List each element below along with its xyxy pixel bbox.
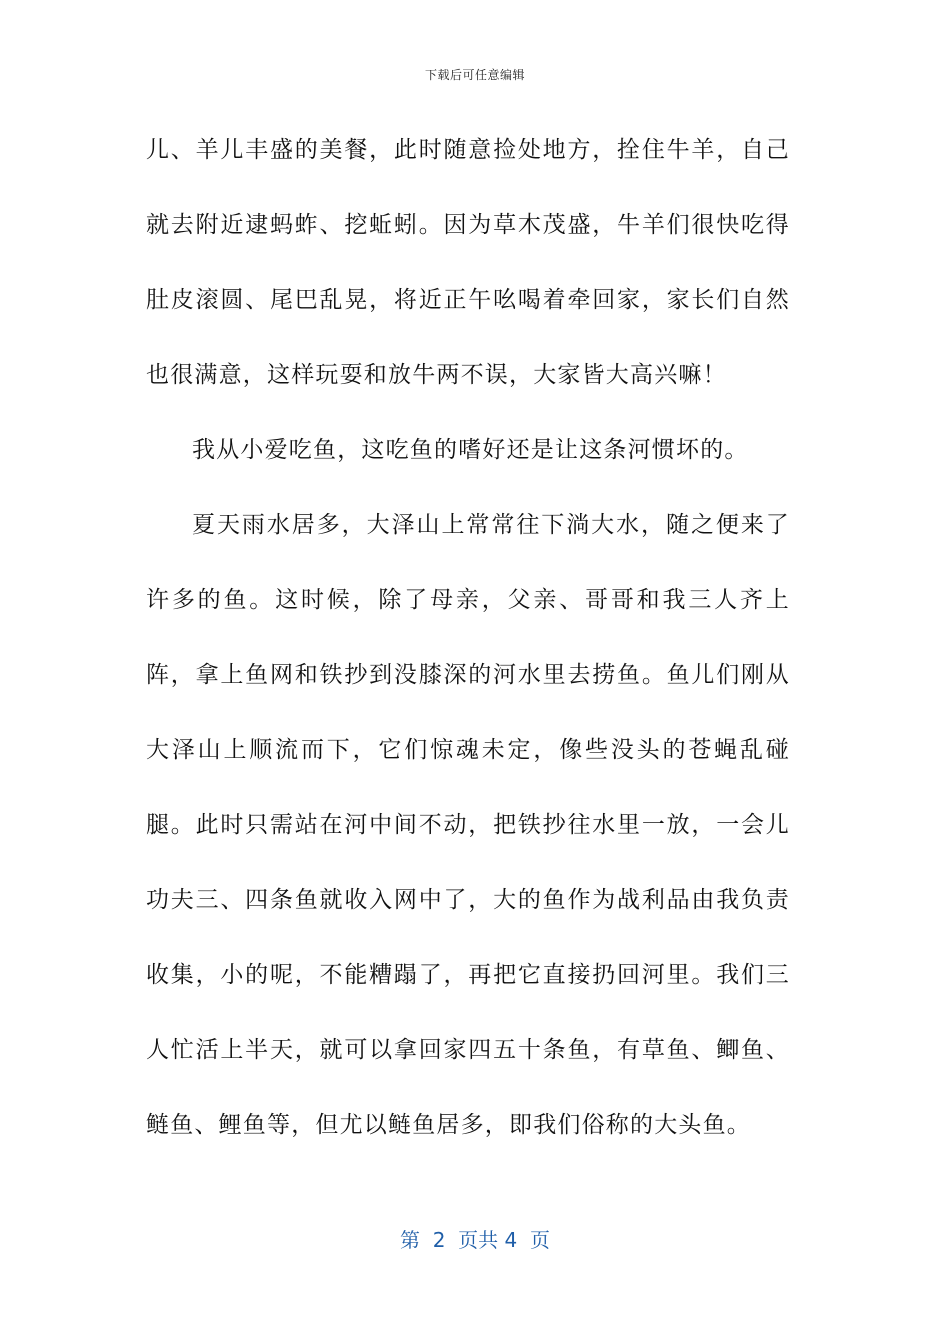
header-note: 下载后可任意编辑 xyxy=(424,68,525,82)
page-number-footer: 第 2 页共 4 页 xyxy=(400,1228,550,1252)
paragraph-1: 儿、羊儿丰盛的美餐，此时随意捡处地方，拴住牛羊，自己就去附近逮蚂蚱、挖蚯蚓。因为草木茂盛，牛羊们很快吃得肚皮滚圆、尾巴乱晃，将近正午吆喝着牵回家，家长们自然也很满意，这样玩耍和放牛两不误，大家皆大高兴嘛！ xyxy=(146,137,790,388)
paragraph-3: 夏天雨水居多，大泽山上常常往下淌大水，随之便来了许多的鱼。这时候，除了母亲，父亲、哥哥和我三人齐上阵，拿上鱼网和铁抄到没膝深的河水里去捞鱼。鱼儿们刚从大泽山上顺流而下，它们惊魂未定，像些没头的苍蝇乱碰腿。此时只需站在河中间不动，把铁抄往水里一放，一会儿功夫三、四条鱼就收入网中了，大的鱼作为战利品由我负责收集，小的呢，不能糟蹋了，再把它直接扔回河里。我们三人忙活上半天，就可以拿回家四五十条鱼，有草鱼、鲫鱼、鲢鱼、鲤鱼等，但尤以鲢鱼居多，即我们俗称的大头鱼。 xyxy=(146,512,790,1138)
paragraph-2: 我从小爱吃鱼，这吃鱼的嗜好还是让这条河惯坏的。 xyxy=(192,437,749,463)
document-body xyxy=(146,113,790,1163)
